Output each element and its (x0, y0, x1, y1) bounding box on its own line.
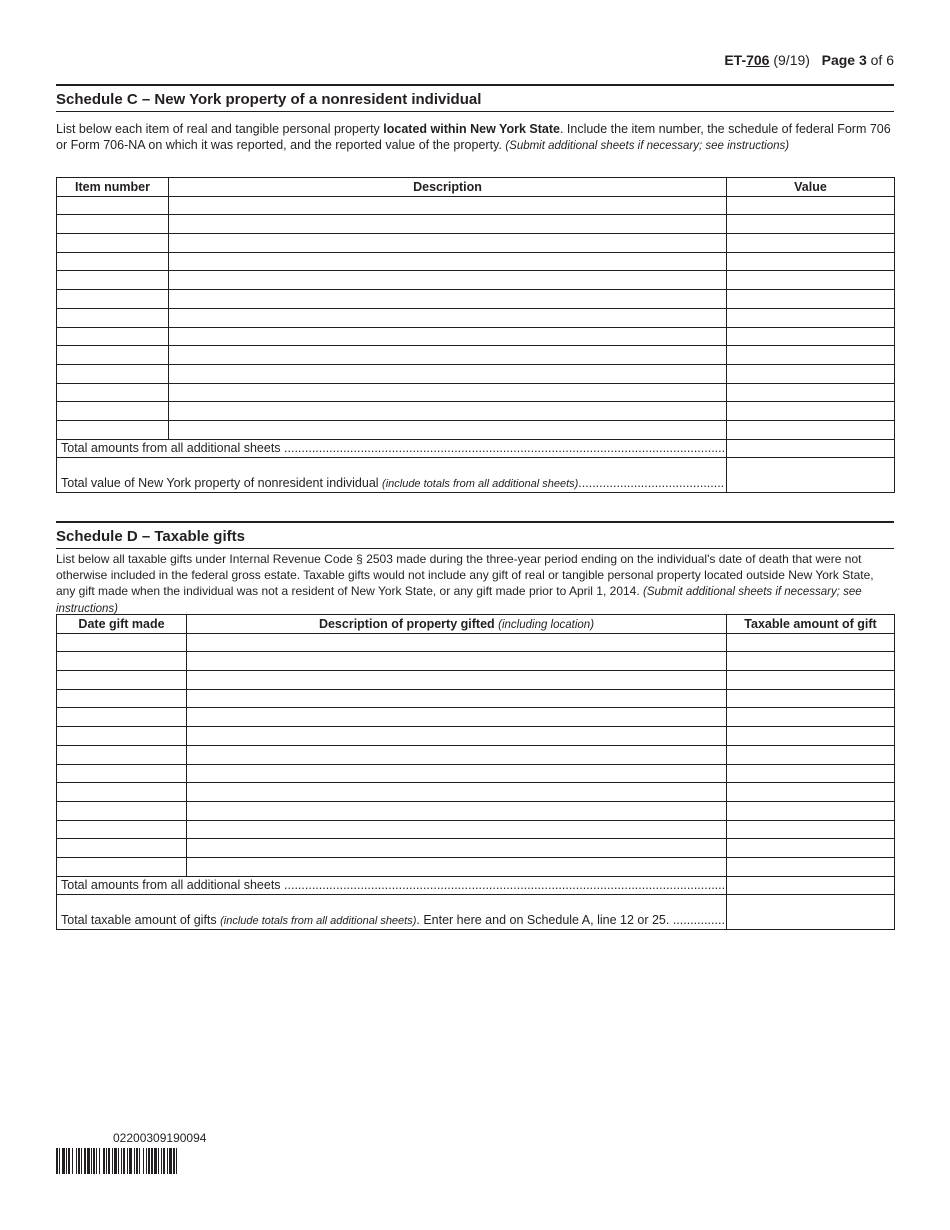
schedule-c-title (56, 84, 894, 112)
d-cell-field[interactable] (727, 820, 895, 839)
barcode-bar (56, 1148, 58, 1174)
barcode-bar (134, 1148, 135, 1174)
d-cell-field[interactable] (57, 727, 187, 746)
schedule-d-rows (57, 633, 895, 876)
barcode-bar (123, 1148, 125, 1174)
d-cell-field[interactable] (727, 764, 895, 783)
intro-text: List below each item of real and tangible personal property (56, 122, 384, 136)
d-total-text-2: . Enter here and on Schedule A, line 12 or 25. ............... (416, 913, 725, 928)
col-date-gift: Date gift made (57, 615, 187, 634)
barcode-bar (91, 1148, 92, 1174)
d-cell-field[interactable] (57, 708, 187, 727)
d-cell-field[interactable] (187, 633, 727, 652)
barcode-bar (84, 1148, 86, 1174)
d-cell-field[interactable] (57, 764, 187, 783)
c-cell-field[interactable] (57, 402, 169, 421)
d-cell-field[interactable] (187, 783, 727, 802)
page-label: Page 3 (821, 52, 867, 68)
d-total-text: Total taxable amount of gifts (61, 913, 221, 928)
c-cell-field[interactable] (57, 215, 169, 234)
table-row (57, 820, 895, 839)
col-description: Description (169, 178, 727, 197)
d-cell-field[interactable] (727, 857, 895, 876)
d-cell-field[interactable] (187, 689, 727, 708)
c-cell-field[interactable] (727, 420, 895, 439)
schedule-d-title-text: Schedule D – Taxable gifts (56, 528, 245, 545)
table-row (57, 215, 895, 234)
d-cell-field[interactable] (727, 708, 895, 727)
table-row (57, 708, 895, 727)
table-row (57, 346, 895, 365)
barcode-bar (72, 1148, 73, 1174)
c-cell-field[interactable] (727, 327, 895, 346)
barcode-bar (99, 1148, 100, 1174)
d-cell-field[interactable] (57, 801, 187, 820)
barcode-bar (129, 1148, 132, 1174)
table-row (57, 402, 895, 421)
c-cell-field[interactable] (169, 308, 727, 327)
barcode-bar (143, 1148, 144, 1174)
barcode-bar (146, 1148, 147, 1174)
d-cell-field[interactable] (57, 671, 187, 690)
d-cell-field[interactable] (187, 839, 727, 858)
d-cell-field[interactable] (727, 671, 895, 690)
d-cell-field[interactable] (57, 633, 187, 652)
c-cell-field[interactable] (57, 364, 169, 383)
d-intro-italic: (Submit additional sheets if necessary; see instructions) (56, 586, 862, 615)
c-cell-field[interactable] (57, 234, 169, 253)
c-cell-field[interactable] (57, 252, 169, 271)
d-cell-field[interactable] (187, 671, 727, 690)
d-cell-field[interactable] (187, 708, 727, 727)
barcode-bar (148, 1148, 150, 1174)
barcode-bar (127, 1148, 128, 1174)
c-total-italic: (include totals from all additional sheets) (382, 478, 579, 491)
c-cell-field[interactable] (727, 383, 895, 402)
col-value: Value (727, 178, 895, 197)
c-additional-value-field[interactable] (727, 439, 895, 458)
barcode-bar (158, 1148, 159, 1174)
barcode-bar (112, 1148, 113, 1174)
page-header (724, 52, 894, 68)
c-cell-field[interactable] (169, 383, 727, 402)
c-cell-field[interactable] (727, 364, 895, 383)
d-intro-text: List below all taxable gifts under Internal Revenue Code § 2503 made during the three-year period ending on the individual's date of death that were not otherwise included in the federal gross estate. Taxable gifts would not include any gift of real or tangible personal property located outside New York State, any gift made when the individual was not a resident of New York State, or any gift made prior to April 1, 2014. (56, 552, 874, 598)
barcode-bar (161, 1148, 162, 1174)
d-cell-field[interactable] (57, 689, 187, 708)
table-row (57, 764, 895, 783)
d-additional-value-field[interactable] (727, 876, 895, 895)
c-cell-field[interactable] (727, 308, 895, 327)
d-additional-label: Total amounts from all additional sheets ............................................................................................................................... (57, 876, 727, 895)
d-cell-field[interactable] (187, 764, 727, 783)
c-cell-field[interactable] (169, 327, 727, 346)
table-row (57, 327, 895, 346)
c-cell-field[interactable] (57, 420, 169, 439)
barcode-bar (106, 1148, 107, 1174)
barcode-bar (66, 1148, 67, 1174)
schedule-d-title (56, 521, 894, 549)
barcode-bar (78, 1148, 80, 1174)
barcode-bar (163, 1148, 165, 1174)
barcode-bar (114, 1148, 117, 1174)
c-cell-field[interactable] (169, 346, 727, 365)
form-prefix: ET- (724, 52, 747, 68)
c-cell-field[interactable] (727, 271, 895, 290)
c-cell-field[interactable] (169, 234, 727, 253)
d-cell-field[interactable] (57, 652, 187, 671)
table-row (57, 420, 895, 439)
schedule-c-intro (56, 121, 894, 154)
table-row (57, 857, 895, 876)
table-row (57, 196, 895, 215)
c-cell-field[interactable] (727, 402, 895, 421)
table-row (57, 783, 895, 802)
d-cell-field[interactable] (187, 857, 727, 876)
table-row (57, 801, 895, 820)
schedule-c-table (56, 177, 895, 493)
barcode-bar (93, 1148, 95, 1174)
intro-italic: (Submit additional sheets if necessary; see instructions) (505, 140, 790, 152)
c-cell-field[interactable] (57, 196, 169, 215)
col-gift-description (187, 615, 727, 634)
page-of: of 6 (870, 52, 894, 68)
table-row (57, 633, 895, 652)
barcode-bar (118, 1148, 119, 1174)
barcode-bar (103, 1148, 105, 1174)
c-additional-label: Total amounts from all additional sheets ............................................................................................................................... (57, 439, 727, 458)
d-cell-field[interactable] (57, 820, 187, 839)
d-cell-field[interactable] (187, 652, 727, 671)
c-cell-field[interactable] (57, 308, 169, 327)
barcode-bar (87, 1148, 90, 1174)
form-revision: (9/19) (773, 52, 810, 68)
c-cell-field[interactable] (169, 271, 727, 290)
c-cell-field[interactable] (169, 215, 727, 234)
c-cell-field[interactable] (169, 364, 727, 383)
c-cell-field[interactable] (727, 290, 895, 309)
table-row (57, 271, 895, 290)
barcode-bar (167, 1148, 168, 1174)
table-row (57, 252, 895, 271)
d-cell-field[interactable] (57, 839, 187, 858)
c-cell-field[interactable] (169, 290, 727, 309)
d-cell-field[interactable] (57, 857, 187, 876)
barcode-bar (176, 1148, 177, 1174)
d-cell-field[interactable] (187, 745, 727, 764)
barcode-bar (169, 1148, 172, 1174)
barcode-bar (68, 1148, 70, 1174)
d-cell-field[interactable] (727, 745, 895, 764)
barcode-bar (81, 1148, 82, 1174)
d-cell-field[interactable] (57, 783, 187, 802)
c-cell-field[interactable] (727, 346, 895, 365)
table-row (57, 364, 895, 383)
d-cell-field[interactable] (187, 801, 727, 820)
d-cell-field[interactable] (727, 689, 895, 708)
barcode-bar (121, 1148, 122, 1174)
barcode-bar (173, 1148, 175, 1174)
intro-bold: located within New York State (383, 122, 560, 136)
d-cell-field[interactable] (187, 727, 727, 746)
c-cell-field[interactable] (169, 402, 727, 421)
schedule-c-title-text: Schedule C – New York property of a nonresident individual (56, 91, 482, 108)
table-row (57, 689, 895, 708)
col-gift-desc-text: Description of property gifted (318, 616, 495, 631)
c-cell-field[interactable] (57, 346, 169, 365)
barcode-number: 02200309190094 (113, 1131, 207, 1145)
col-taxable-amount: Taxable amount of gift (727, 615, 895, 634)
table-row (57, 234, 895, 253)
c-total-value-field[interactable] (727, 458, 895, 493)
table-row (57, 671, 895, 690)
table-row (57, 839, 895, 858)
d-cell-field[interactable] (727, 727, 895, 746)
barcode-bar (108, 1148, 110, 1174)
d-cell-field[interactable] (727, 801, 895, 820)
table-row (57, 383, 895, 402)
c-cell-field[interactable] (727, 215, 895, 234)
d-total-italic: (include totals from all additional sheets) (220, 915, 417, 928)
table-row (57, 308, 895, 327)
schedule-c-rows (57, 196, 895, 439)
barcode-bar (59, 1148, 60, 1174)
d-cell-field[interactable] (727, 633, 895, 652)
d-total-label (57, 895, 727, 930)
barcode-bar (136, 1148, 138, 1174)
table-row (57, 652, 895, 671)
c-cell-field[interactable] (727, 234, 895, 253)
schedule-d-table (56, 614, 895, 930)
intro-text-2: . Include the item number, the schedule of federal Form 706 or Form 706-NA on which it was reported, and the reported value of the property. (56, 122, 891, 152)
barcode-bar (139, 1148, 140, 1174)
c-cell-field[interactable] (57, 290, 169, 309)
table-row (57, 727, 895, 746)
barcode-bar (96, 1148, 97, 1174)
table-row (57, 745, 895, 764)
barcode-image (56, 1148, 268, 1174)
c-cell-field[interactable] (169, 420, 727, 439)
d-cell-field[interactable] (727, 783, 895, 802)
barcode-bar (154, 1148, 157, 1174)
c-cell-field[interactable] (169, 196, 727, 215)
schedule-d-intro (56, 551, 894, 617)
barcode-bar (62, 1148, 65, 1174)
c-cell-field[interactable] (57, 271, 169, 290)
c-cell-field[interactable] (727, 196, 895, 215)
col-gift-desc-italic: (including location) (498, 618, 595, 631)
d-cell-field[interactable] (187, 820, 727, 839)
c-cell-field[interactable] (169, 252, 727, 271)
d-cell-field[interactable] (727, 652, 895, 671)
c-cell-field[interactable] (727, 252, 895, 271)
c-total-text: Total value of New York property of nonresident individual (61, 476, 383, 491)
c-total-label (57, 458, 727, 493)
c-cell-field[interactable] (57, 327, 169, 346)
table-row (57, 290, 895, 309)
d-total-value-field[interactable] (727, 895, 895, 930)
barcode-bar (76, 1148, 77, 1174)
barcode-bar (151, 1148, 153, 1174)
c-cell-field[interactable] (57, 383, 169, 402)
c-total-dots: .......................................... (578, 476, 725, 491)
form-number: 706 (746, 52, 770, 68)
d-cell-field[interactable] (727, 839, 895, 858)
col-item-number: Item number (57, 178, 169, 197)
d-cell-field[interactable] (57, 745, 187, 764)
